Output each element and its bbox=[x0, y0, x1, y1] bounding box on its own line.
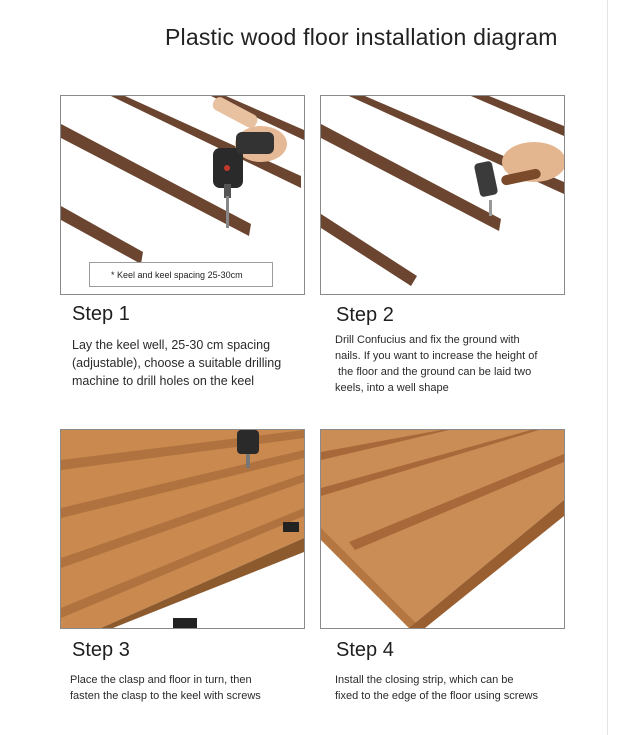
step3-photo bbox=[60, 429, 305, 629]
step3-line: fasten the clasp to the keel with screws bbox=[70, 690, 261, 702]
step2-title: Step 2 bbox=[336, 304, 394, 326]
deck-edge-strip-illustration bbox=[321, 430, 564, 628]
step1-line: machine to drill holes on the keel bbox=[72, 374, 255, 388]
keel-spacing-caption: * Keel and keel spacing 25-30cm bbox=[89, 262, 273, 287]
step2-photo bbox=[320, 95, 565, 295]
step3-description bbox=[70, 672, 302, 704]
step3-line: Place the clasp and floor in turn, then bbox=[70, 674, 252, 686]
step2-line: keels, into a well shape bbox=[335, 382, 449, 394]
step2-line: Drill Confucius and fix the ground with bbox=[335, 334, 520, 346]
step2-line: the floor and the ground can be laid two bbox=[338, 366, 532, 378]
keel-nailing-illustration bbox=[321, 96, 564, 294]
step1-line: (adjustable), choose a suitable drilling bbox=[72, 356, 282, 370]
step1-title: Step 1 bbox=[72, 303, 130, 325]
step1-description bbox=[72, 336, 302, 390]
step4-title: Step 4 bbox=[336, 639, 394, 661]
step4-line: fixed to the edge of the floor using screws bbox=[335, 690, 539, 702]
step2-line: nails. If you want to increase the height of bbox=[335, 350, 538, 362]
step3-title: Step 3 bbox=[72, 639, 130, 661]
step1-line: Lay the keel well, 25-30 cm spacing bbox=[72, 338, 271, 352]
page-edge-rule bbox=[607, 0, 608, 735]
page-title: Plastic wood floor installation diagram bbox=[165, 24, 558, 50]
deck-clasp-illustration bbox=[61, 430, 304, 628]
step4-description bbox=[335, 672, 567, 704]
step4-line: Install the closing strip, which can be bbox=[335, 674, 514, 686]
step4-photo bbox=[320, 429, 565, 629]
step2-description bbox=[335, 332, 565, 396]
